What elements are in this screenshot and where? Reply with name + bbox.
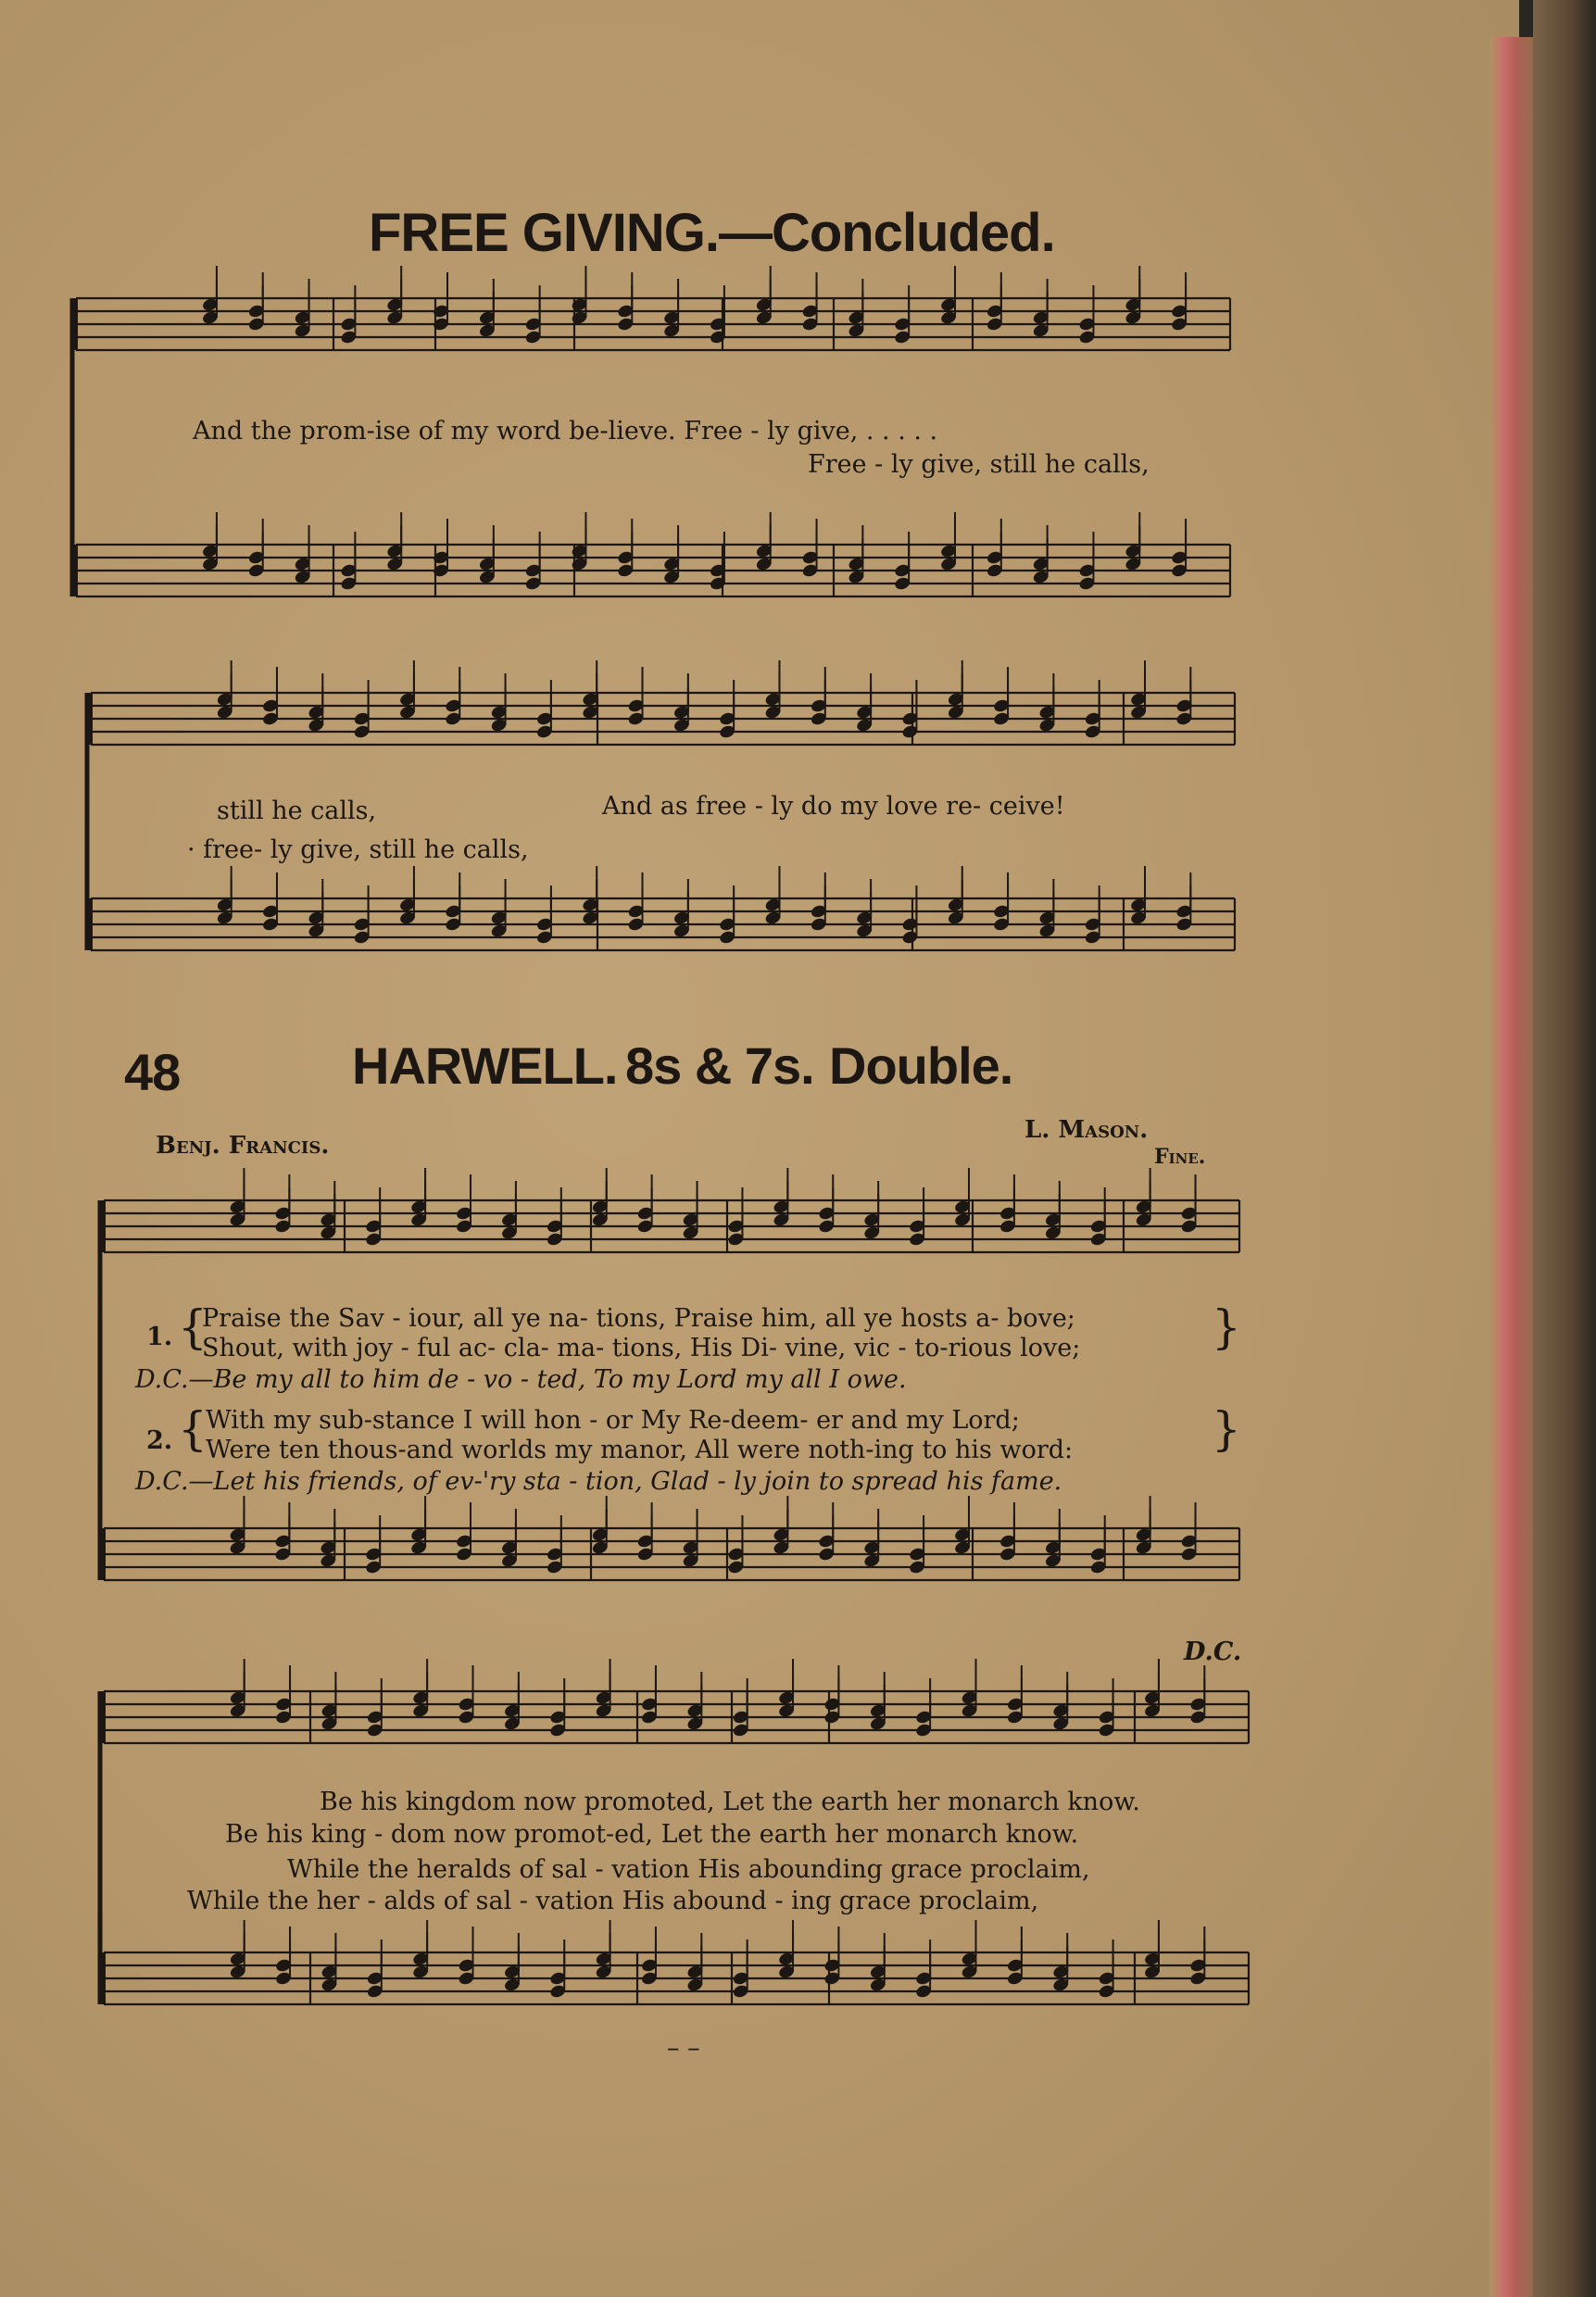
footer-mark: – – bbox=[667, 2034, 700, 2063]
hymn-author: Benj. Francis. bbox=[156, 1132, 330, 1160]
harwell-sys2-lyric-4: While the her - alds of sal - vation His abound - ing grace proclaim, bbox=[187, 1887, 1039, 1915]
fg-sys2-lyric-b: And as free - ly do my love re- ceive! bbox=[602, 792, 1065, 821]
stanza-1-brace-close: } bbox=[1212, 1300, 1241, 1354]
harwell-sys2-lyric-1: Be his kingdom now promoted, Let the earth her monarch know. bbox=[320, 1788, 1140, 1816]
fg-sys2-lyric-bottom: · free- ly give, still he calls, bbox=[187, 835, 529, 864]
fg-sys1-lyric-bottom: Free - ly give, still he calls, bbox=[808, 450, 1150, 479]
stanza-2-brace-open: { bbox=[178, 1402, 207, 1456]
harwell-sys2-lyric-2: Be his king - dom now promot-ed, Let the earth her monarch know. bbox=[225, 1820, 1079, 1849]
dc-mark: D.C. bbox=[1184, 1638, 1242, 1666]
stanza-1-dc: D.C.—Be my all to him de - vo - ted, To my Lord my all I owe. bbox=[135, 1365, 907, 1394]
hymn-meter: 8s & 7s. bbox=[625, 1036, 814, 1095]
stanza-1-line-1: Praise the Sav - iour, all ye na- tions, Praise him, all ye hosts a- bove; bbox=[202, 1304, 1075, 1333]
free-giving-title: FREE GIVING.—Concluded. bbox=[369, 203, 1055, 263]
stanza-2-brace-close: } bbox=[1212, 1402, 1241, 1456]
harwell-sys2-lyric-3: While the heralds of sal - vation His abounding grace proclaim, bbox=[287, 1855, 1090, 1884]
fg-sys1-lyric-top: And the prom-ise of my word be-lieve. Free - ly give, . . . . . bbox=[193, 417, 938, 446]
fg-sys2-lyric-a: still he calls, bbox=[217, 797, 377, 825]
fine-mark: Fine. bbox=[1154, 1145, 1206, 1169]
stanza-1-number: 1. bbox=[146, 1323, 173, 1351]
stanza-2-number: 2. bbox=[146, 1426, 173, 1455]
hymn-number: 48 bbox=[124, 1043, 181, 1101]
stanza-1-brace-open: { bbox=[178, 1300, 207, 1354]
stanza-2-line-2: Were ten thous-and worlds my manor, All were noth-ing to his word: bbox=[206, 1436, 1074, 1464]
hymn-variant: Double. bbox=[829, 1036, 1013, 1095]
stanza-2-line-1: With my sub-stance I will hon - or My Re-deem- er and my Lord; bbox=[206, 1406, 1020, 1435]
hymn-composer: L. Mason. bbox=[1024, 1116, 1149, 1144]
stanza-1-line-2: Shout, with joy - ful ac- cla- ma- tions, His Di- vine, vic - to-rious love; bbox=[202, 1334, 1081, 1362]
stanza-2-dc: D.C.—Let his friends, of ev-'ry sta - tion, Glad - ly join to spread his fame. bbox=[135, 1467, 1062, 1496]
hymn-title: HARWELL. bbox=[352, 1036, 618, 1095]
